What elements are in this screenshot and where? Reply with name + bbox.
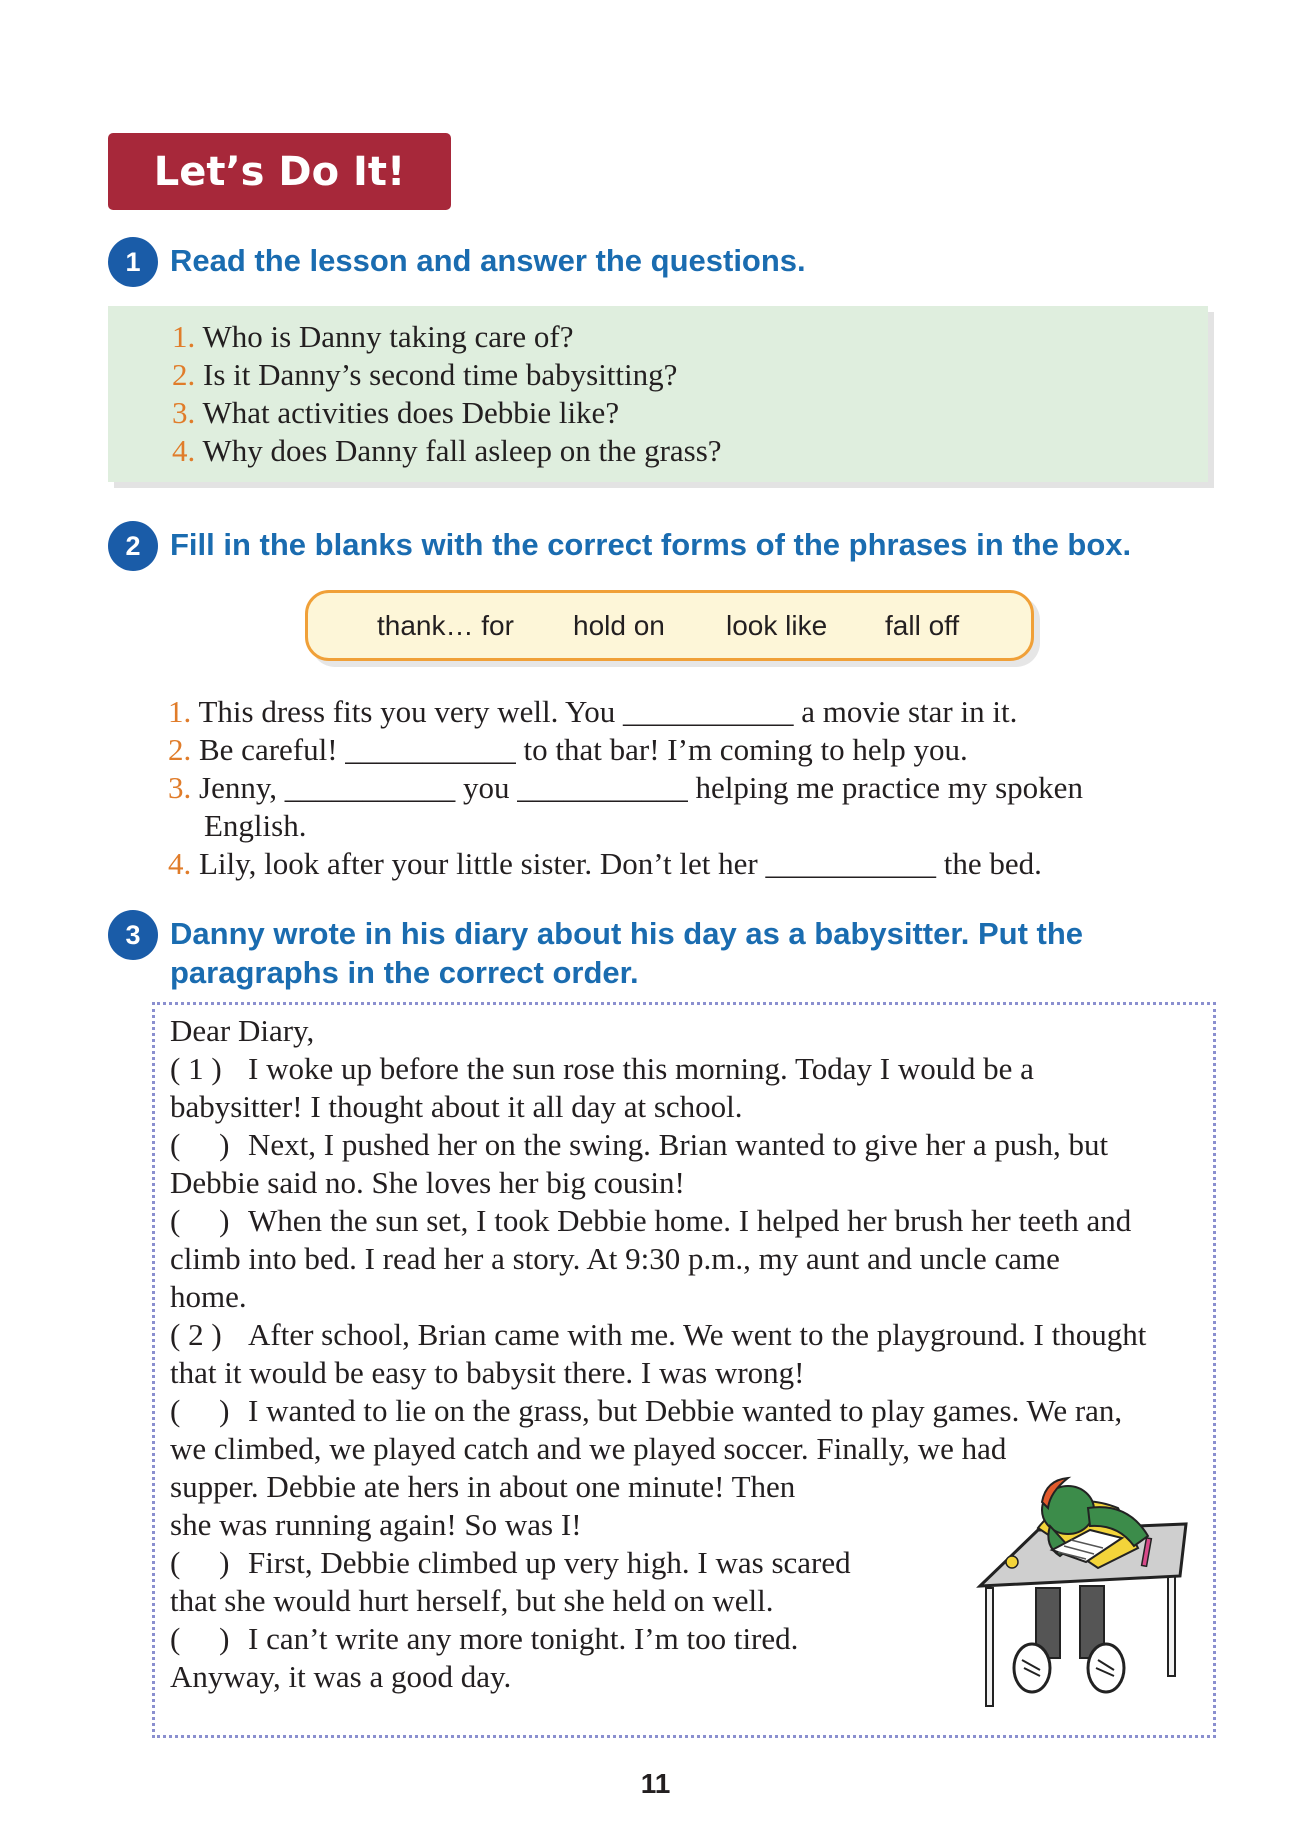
fill-item-continuation: English. (204, 808, 307, 843)
order-bracket[interactable]: ( 2 ) (170, 1317, 222, 1352)
phrase: thank… for (377, 610, 514, 641)
order-bracket[interactable]: ( ) (170, 1545, 230, 1580)
question-number: 2. (172, 357, 196, 392)
order-bracket[interactable]: ( ) (170, 1127, 230, 1162)
question-text: What activities does Debbie like? (202, 395, 620, 430)
paragraph-line: supper. Debbie ate hers in about one minute! Then (170, 1469, 796, 1504)
lets-do-it-banner: Let’s Do It! (108, 133, 451, 210)
diary-paragraph (170, 1050, 1210, 1126)
section-title: Read the lesson and answer the questions. (170, 243, 806, 278)
paragraph-line: that it would be easy to babysit there. I was wrong! (170, 1355, 805, 1390)
item-number: 2. (168, 732, 192, 767)
paragraph-line: Next, I pushed her on the swing. Brian wanted to give her a push, but (248, 1127, 1109, 1162)
section-2-heading (108, 521, 1131, 571)
paragraph-line: First, Debbie climbed up very high. I was scared (248, 1545, 851, 1580)
item-number: 3. (168, 770, 192, 805)
fill-item (168, 845, 1188, 883)
item-text: Be careful! ___________ to that bar! I’m coming to help you. (199, 732, 968, 767)
section-3-heading (108, 910, 1083, 992)
diary-paragraph (170, 1202, 1210, 1316)
question-list (172, 318, 722, 470)
order-bracket[interactable]: ( ) (170, 1621, 230, 1656)
paragraph-line: Debbie said no. She loves her big cousin! (170, 1165, 685, 1200)
item-number: 1. (168, 694, 192, 729)
question-number: 3. (172, 395, 196, 430)
item-text: Lily, look after your little sister. Don’t let her ___________ the bed. (199, 846, 1042, 881)
question-text: Why does Danny fall asleep on the grass? (202, 433, 722, 468)
order-bracket[interactable]: ( 1 ) (170, 1051, 222, 1086)
phrase: fall off (885, 610, 960, 641)
question-text: Who is Danny taking care of? (202, 319, 574, 354)
question-text: Is it Danny’s second time babysitting? (203, 357, 678, 392)
section-title-line: paragraphs in the correct order. (170, 955, 639, 990)
paragraph-line: she was running again! So was I! (170, 1507, 582, 1542)
order-bracket[interactable]: ( ) (170, 1393, 230, 1428)
paragraph-line: I woke up before the sun rose this morning. Today I would be a (248, 1051, 1034, 1086)
fill-item (168, 693, 1188, 731)
item-text: Jenny, ___________ you ___________ helping me practice my spoken (199, 770, 1083, 805)
section-number-badge: 1 (108, 237, 158, 287)
question-number: 4. (172, 433, 196, 468)
section-title: Fill in the blanks with the correct forms of the phrases in the box. (170, 527, 1132, 562)
diary-paragraph (170, 1126, 1210, 1202)
phrase-box (305, 590, 1034, 661)
diary-greeting: Dear Diary, (170, 1013, 315, 1048)
paragraph-line: Anyway, it was a good day. (170, 1659, 512, 1694)
question-number: 1. (172, 319, 196, 354)
paragraph-line: I can’t write any more tonight. I’m too tired. (248, 1621, 799, 1656)
item-number: 4. (168, 846, 192, 881)
paragraph-line: climb into bed. I read her a story. At 9:30 p.m., my aunt and uncle came (170, 1241, 1060, 1276)
question-item (172, 432, 722, 470)
sleeping-boy-illustration (968, 1468, 1198, 1718)
fill-item (168, 731, 1188, 769)
section-title-line: Danny wrote in his diary about his day as a babysitter. Put the (170, 916, 1084, 951)
paragraph-line: When the sun set, I took Debbie home. I helped her brush her teeth and (248, 1203, 1132, 1238)
phrase: hold on (573, 610, 665, 641)
diary-paragraph (170, 1316, 1210, 1392)
paragraph-line: After school, Brian came with me. We went to the playground. I thought (248, 1317, 1147, 1352)
paragraph-line: babysitter! I thought about it all day at school. (170, 1089, 743, 1124)
fill-item (168, 769, 1188, 807)
section-number-badge: 3 (108, 910, 158, 960)
order-bracket[interactable]: ( ) (170, 1203, 230, 1238)
question-item (172, 394, 722, 432)
section-title (170, 914, 1083, 992)
question-item (172, 356, 722, 394)
paragraph-line: I wanted to lie on the grass, but Debbie wanted to play games. We ran, (248, 1393, 1123, 1428)
item-text: This dress fits you very well. You ___________ a movie star in it. (198, 694, 1018, 729)
page-number: 11 (640, 1768, 671, 1799)
fill-in-list (168, 693, 1188, 883)
paragraph-line: that she would hurt herself, but she held on well. (170, 1583, 774, 1618)
paragraph-line: we climbed, we played catch and we played soccer. Finally, we had (170, 1431, 1007, 1466)
paragraph-line: home. (170, 1279, 247, 1314)
section-number-badge: 2 (108, 521, 158, 571)
section-1-heading (108, 237, 806, 287)
phrase: look like (726, 610, 828, 641)
question-item (172, 318, 722, 356)
